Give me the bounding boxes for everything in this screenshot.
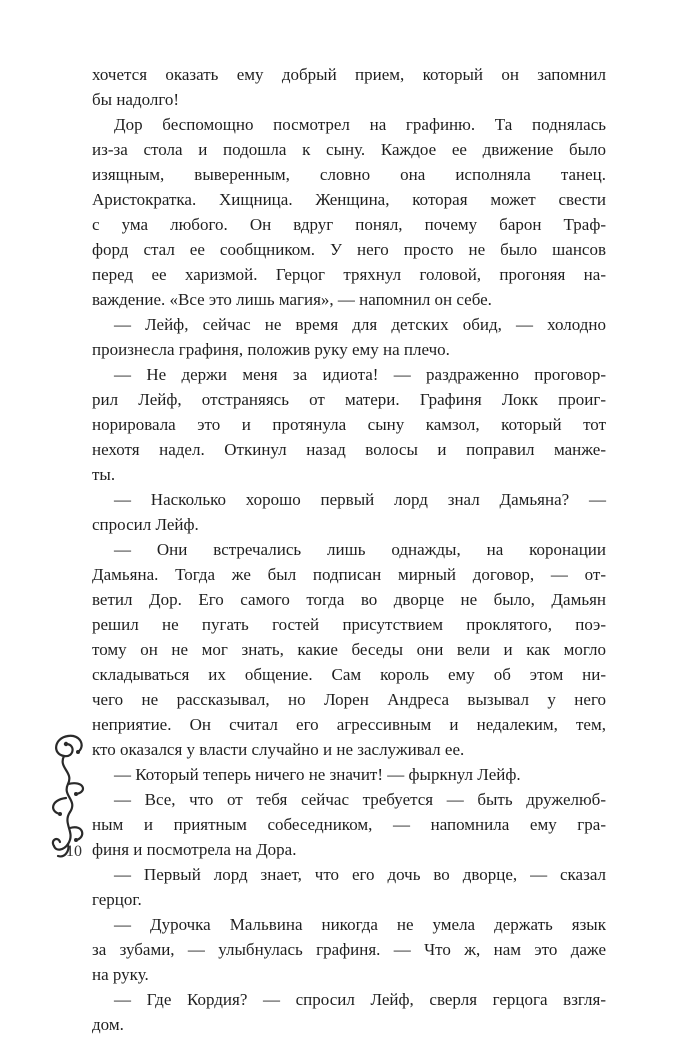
text-line: неприятие. Он считал его агрессивным и недалеким, тем,: [92, 715, 606, 734]
text-line: за зубами, — улыбнулась графиня. — Что ж, нам это даже: [92, 940, 606, 959]
text-line: нехотя надел. Откинул назад волосы и поправил манже-: [92, 440, 606, 459]
text-line: — Который теперь ничего не значит! — фыркнул Лейф.: [114, 765, 521, 784]
text-line: — Они встречались лишь однажды, на коронации: [114, 540, 606, 559]
text-line: чего не рассказывал, но Лорен Андреса вызывал у него: [92, 690, 606, 709]
text-line: — Где Кордия? — спросил Лейф, сверля герцога взгля-: [114, 990, 606, 1009]
text-line: Аристократка. Хищница. Женщина, которая может свести: [92, 190, 606, 209]
text-line: норировала это и протянула сыну камзол, который тот: [92, 415, 606, 434]
text-line: из-за стола и подошла к сыну. Каждое ее движение было: [92, 140, 606, 159]
text-line: ным и приятным собеседником, — напомнила ему гра-: [92, 815, 606, 834]
text-line: с ума любого. Он вдруг понял, почему барон Траф-: [92, 215, 606, 234]
text-line: складываться их общение. Сам король ему об этом ни-: [92, 665, 606, 684]
text-line: решил не пугать гостей присутствием проклятого, поэ-: [92, 615, 606, 634]
text-line: рил Лейф, отстраняясь от матери. Графиня Локк проиг-: [92, 390, 606, 409]
text-line: ветил Дор. Его самого тогда во дворце не было, Дамьян: [92, 590, 606, 609]
body-text: [92, 62, 606, 1037]
text-line: — Первый лорд знает, что его дочь во дворце, — сказал: [114, 865, 606, 884]
text-line: на руку.: [92, 965, 149, 984]
text-line: важдение. «Все это лишь магия», — напомнил он себе.: [92, 290, 492, 309]
text-line: — Лейф, сейчас не время для детских обид, — холодно: [114, 315, 606, 334]
text-line: ты.: [92, 465, 116, 484]
text-line: бы надолго!: [92, 90, 180, 109]
text-line: Дамьяна. Тогда же был подписан мирный договор, — от-: [92, 565, 606, 584]
page-number: 10: [66, 843, 82, 860]
text-line: кто оказался у власти случайно и не заслуживал ее.: [92, 740, 465, 759]
text-line: Дор беспомощно посмотрел на графиню. Та поднялась: [114, 115, 606, 134]
text-line: финя и посмотрела на Дора.: [92, 840, 297, 859]
text-line: тому он не мог знать, какие беседы они вели и как могло: [92, 640, 606, 659]
text-line: герцог.: [92, 890, 142, 909]
text-line: — Насколько хорошо первый лорд знал Дамьяна? —: [114, 490, 606, 509]
text-line: хочется оказать ему добрый прием, который он запомнил: [92, 65, 606, 84]
text-line: произнесла графиня, положив руку ему на плечо.: [92, 340, 450, 359]
text-line: дом.: [92, 1015, 124, 1034]
text-line: изящным, выверенным, словно она исполняла танец.: [92, 165, 606, 184]
decorative-flourish-icon: [44, 728, 92, 860]
text-line: — Все, что от тебя сейчас требуется — быть дружелюб-: [114, 790, 606, 809]
text-line: форд стал ее сообщником. У него просто не было шансов: [92, 240, 606, 259]
text-line: спросил Лейф.: [92, 515, 199, 534]
text-line: — Не держи меня за идиота! — раздраженно проговор-: [114, 365, 606, 384]
text-line: — Дурочка Мальвина никогда не умела держать язык: [114, 915, 606, 934]
text-line: перед ее харизмой. Герцог тряхнул головой, прогоняя на-: [92, 265, 606, 284]
